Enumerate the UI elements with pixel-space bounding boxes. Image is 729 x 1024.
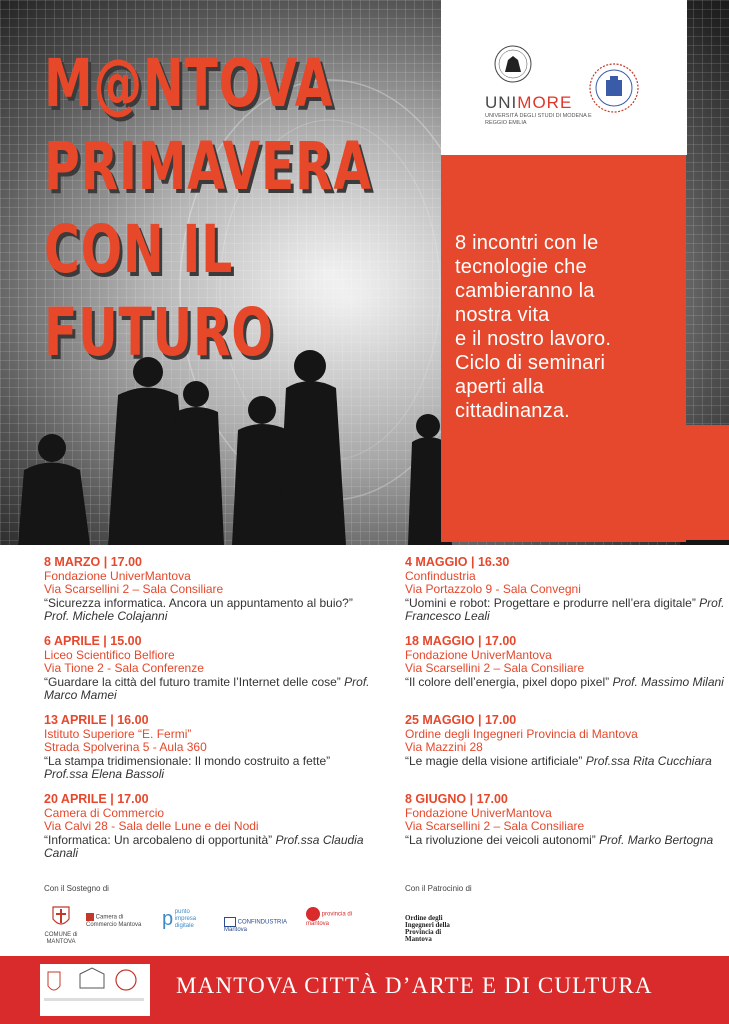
event-title <box>44 42 444 374</box>
footer-logos <box>40 964 150 1016</box>
coat-of-arms-icon <box>52 905 70 929</box>
unimore-subtitle: UNIVERSITÀ DEGLI STUDI DI MODENA E REGGIO EMILIA <box>485 113 592 126</box>
institution-seal-icon <box>588 62 640 114</box>
confindustria-logo: CONFINDUSTRIA Mantova <box>224 917 300 934</box>
title-line-3: CON IL <box>44 211 233 288</box>
event-item: 6 APRILE | 15.00 Liceo Scientifico Belfiore Via Tione 2 - Sala Conferenze “Guardare la città del futuro tramite l’Internet delle cose” Prof. Marco Mamei <box>44 634 370 702</box>
provincia-mantova-logo: provincia di mantova <box>306 907 368 928</box>
event-item: 20 APRILE | 17.00 Camera di Commercio Via Calvi 28 - Sala delle Lune e dei Nodi “Informatica: Un arcobaleno di opportunità” Prof.ssa Claudia Canali <box>44 792 364 860</box>
schedule-right-column <box>405 556 729 872</box>
camera-commercio-logo: Camera di Commercio Mantova <box>86 914 142 928</box>
event-item: 8 GIUGNO | 17.00 Fondazione UniverMantova Via Scarsellini 2 – Sala Consiliare “La rivoluzione dei veicoli autonomi” Prof. Marko Bertogna <box>405 792 714 847</box>
title-line-2: PRIMAVERA <box>44 128 372 205</box>
event-description: 8 incontri con le tecnologie che cambieranno la nostra vita e il nostro lavoro. Ciclo di seminari aperti alla cittadinanza. <box>455 232 612 422</box>
comune-mantova-logo: COMUNE di MANTOVA <box>44 905 78 946</box>
accent-block <box>686 425 729 540</box>
unimore-logo: UNIMORE <box>485 93 573 112</box>
event-item: 25 MAGGIO | 17.00 Ordine degli Ingegneri Provincia di Mantova Via Mazzini 28 “Le magie della visione artificiale” Prof.ssa Rita Cucchiara <box>405 713 712 768</box>
university-logos <box>441 0 687 155</box>
footer-slogan: MANTOVA CITTÀ D’ARTE E DI CULTURA <box>176 973 653 998</box>
schedule-left-column <box>44 556 374 872</box>
patronage-label: Con il Patrocinio di <box>405 884 472 893</box>
footer-banner <box>0 956 729 1024</box>
patronage-logos <box>405 905 485 945</box>
event-item: 8 MARZO | 17.00 Fondazione UniverMantova Via Scarsellini 2 – Sala Consiliare “Sicurezza informatica. Ancora un appuntamento al buio?” Prof. Michele Colajanni <box>44 555 353 623</box>
title-line-1: M@NTOVA <box>44 45 334 122</box>
description-panel <box>441 155 686 542</box>
ordine-ingegneri-logo: Ordine degli Ingegneri della Provincia di Mantova <box>405 914 450 943</box>
event-item: 18 MAGGIO | 17.00 Fondazione UniverMantova Via Scarsellini 2 – Sala Consiliare “Il colore dell’energia, pixel dopo pixel” Prof. Massimo Milani <box>405 634 724 689</box>
event-item: 13 APRILE | 16.00 Istituto Superiore “E. Fermi” Strada Spolverina 5 - Aula 360 “La stampa tridimensionale: Il mondo costruito a fette” Prof.ssa Elena Bassoli <box>44 713 331 781</box>
support-label: Con il Sostegno di <box>44 884 109 893</box>
event-item: 4 MAGGIO | 16.30 Confindustria Via Portazzolo 9 - Sala Convegni “Uomini e robot: Progettare e produrre nell’era digitale” Prof. Francesco Leali <box>405 555 725 623</box>
unesco-logos-icon <box>40 964 150 1016</box>
support-logos <box>44 905 374 945</box>
unimore-seal-icon <box>493 44 533 84</box>
title-line-4: FUTURO <box>44 294 274 371</box>
punto-impresa-digitale-logo: p punto impresa digitale <box>162 908 197 930</box>
